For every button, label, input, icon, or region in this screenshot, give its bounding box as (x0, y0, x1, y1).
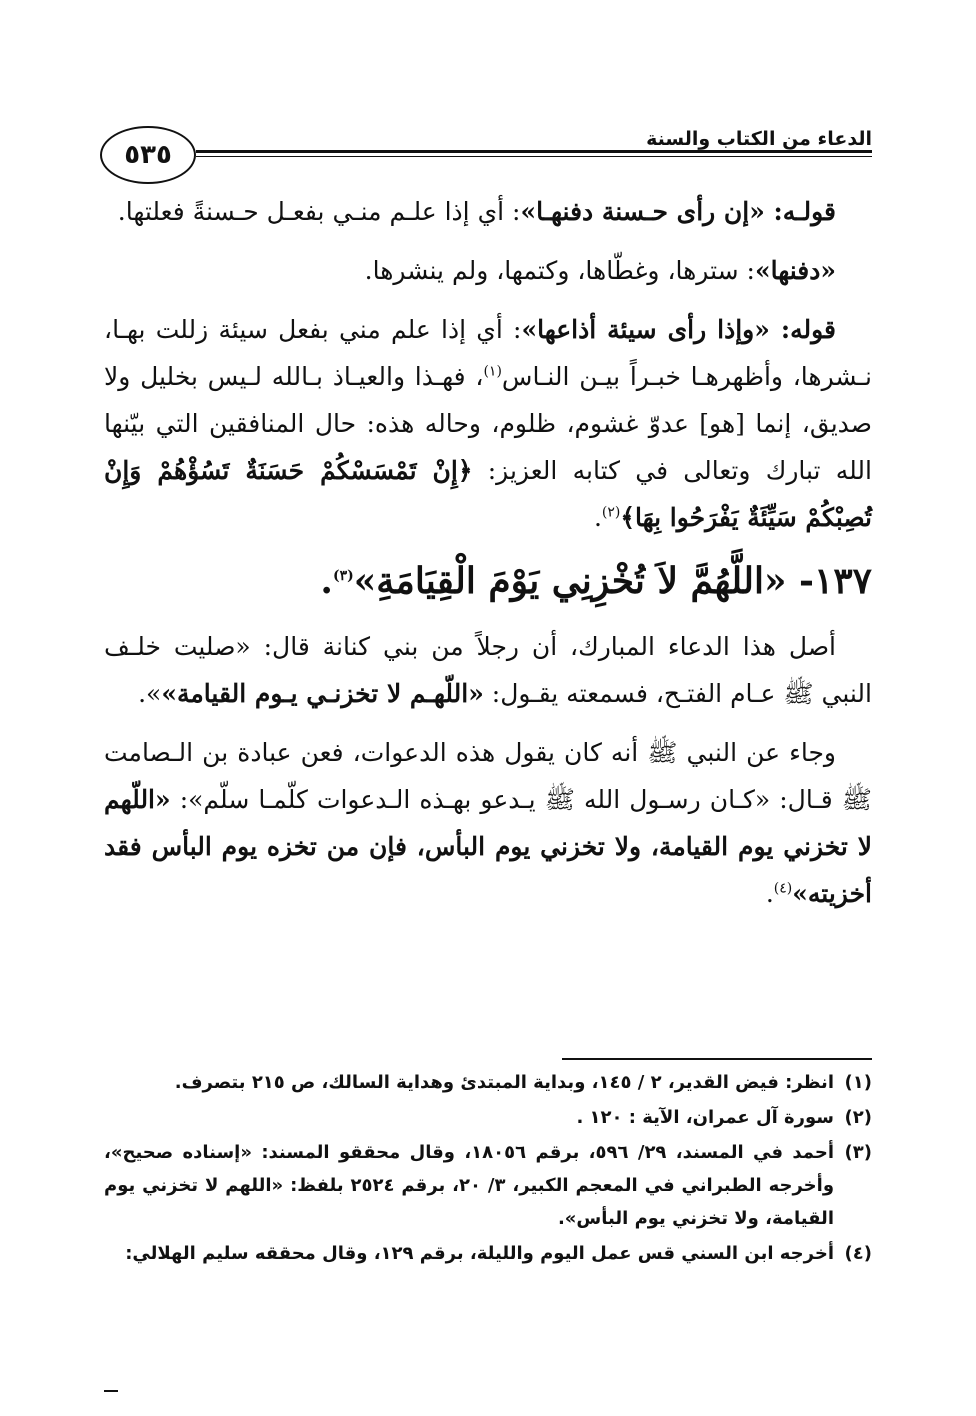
header-rule-thin (196, 156, 872, 157)
footnote-ref-2[interactable]: (٢) (601, 504, 621, 521)
footnote-3 (104, 1136, 872, 1235)
p1-rest: : أي إذا علـم منـي بفعـل حـسنةً فعلتها. (117, 197, 521, 226)
paragraph-3 (104, 306, 872, 541)
p3-rest2: ، فهـذا والعيـاذ بـالله لـيس بخليل ولا صديق، إنما [هو] عدوّ غشوم، ظلوم، وحاله هذه: حال المنافقين التي بيّنها الله تبارك وتعالى في كتابه العزيز: (104, 362, 872, 485)
page-number: ٥٣٥ (100, 126, 196, 184)
p3-end: . (593, 503, 602, 532)
footnotes (104, 1066, 872, 1272)
footnote-text: انظر: فيض القدير، ٢ / ١٤٥، وبداية المبتدئ وهداية السالك، ص ٢١٥ بتصرف. (174, 1072, 834, 1093)
footnote-rule (562, 1058, 872, 1060)
paragraph-4 (104, 623, 872, 717)
footnote-text: أخرجه ابن السني قس عمل اليوم والليلة، برقم ١٢٩، وقال محققه سليم الهلالي: (125, 1243, 834, 1264)
footnote-1 (104, 1066, 872, 1099)
footnote-number: (٢) (844, 1107, 872, 1128)
paragraph-5 (104, 729, 872, 917)
footnote-text: أحمد في المسند، ٢٩/ ٥٩٦، برقم ١٨٠٥٦، وقال محققو المسند: «إسناده صحيح»، وأخرجه الطبراني في المعجم الكبير، ٣/ ٢٠، برقم ٢٥٢٤ بلفظ: «اللهم لا تخزني يوم القيامة، ولا تخزني يوم البأس». (104, 1142, 835, 1229)
p4-quote: «اللّهـم لا تخزنـي يـوم القيامة» (161, 679, 484, 708)
p3-lead: قوله: (769, 315, 836, 344)
p1-lead: قولـه: (764, 197, 836, 226)
p5-quote: «اللّهم لا تخزني يوم القيامة، ولا تخزني يوم البأس، فإن من تخزه يوم البأس فقد أخزيته» (104, 785, 872, 908)
footnote-text: سورة آل عمران، الآية : ١٢٠ . (576, 1107, 834, 1128)
heading-number: ١٣٧- (786, 560, 872, 602)
footnote-ref-3[interactable]: (٣) (332, 568, 354, 584)
header-rule (196, 150, 872, 153)
section-heading (104, 553, 872, 609)
footnote-ref-4[interactable]: (٤) (773, 880, 793, 897)
quran-ayah: ﴿إِنْ تَمْسَسْكُمْ حَسَنَةٌ تَسُؤْهُمْ وَإِنْ تُصِبْكُمْ سَيِّئَةٌ يَفْرَحُوا بِهَا﴾ (104, 456, 872, 532)
heading-text: «اللَّهُمَّ لاَ تُخْزِنِي يَوْمَ الْقِيَامَةِ» (353, 560, 787, 602)
heading-end: . (320, 560, 333, 602)
footnote-2 (104, 1101, 872, 1134)
footnote-ref-1[interactable]: (١) (483, 363, 502, 380)
footnote-4 (104, 1237, 872, 1270)
p3-quote: «وإذا رأى سيئة أذاعها» (521, 315, 770, 344)
p3-rest1: : أي إذا علم مني بفعل سيئة زللت بهـا، نـشرها، وأظهرهـا خبـراً بيـن النـاس (104, 315, 872, 391)
main-text (104, 188, 872, 929)
footnote-number: (٣) (844, 1142, 872, 1163)
p2-lead: «دفنها» (754, 256, 836, 285)
p5-end: . (765, 879, 774, 908)
p1-quote: «إن رأى حـسنة دفنهـا» (520, 197, 765, 226)
p2-rest: : سترها، وغطّاها، وكتمها، ولم ينشرها. (364, 256, 755, 285)
paragraph-1 (104, 188, 872, 235)
paragraph-2 (104, 247, 872, 294)
p4-text: أصل هذا الدعاء المبارك، أن رجلاً من بني كنانة قال: «صليت خلـف النبي ﷺ عـام الفتـح، فسمعته يقـول: (104, 632, 872, 708)
footnote-number: (٤) (844, 1243, 872, 1264)
p5-text: وجاء عن النبي ﷺ أنه كان يقول هذه الدعوات، فعن عبادة بن الـصامت ﷺ قـال: «كـان رسـول الله ﷺ يـدعو بهـذه الـدعوات كلّمـا سلّم»: (104, 738, 872, 814)
footnote-number: (١) (844, 1072, 872, 1093)
continuation-mark (104, 1390, 118, 1392)
p4-end: ». (138, 679, 162, 708)
running-title: الدعاء من الكتاب والسنة (646, 128, 872, 150)
